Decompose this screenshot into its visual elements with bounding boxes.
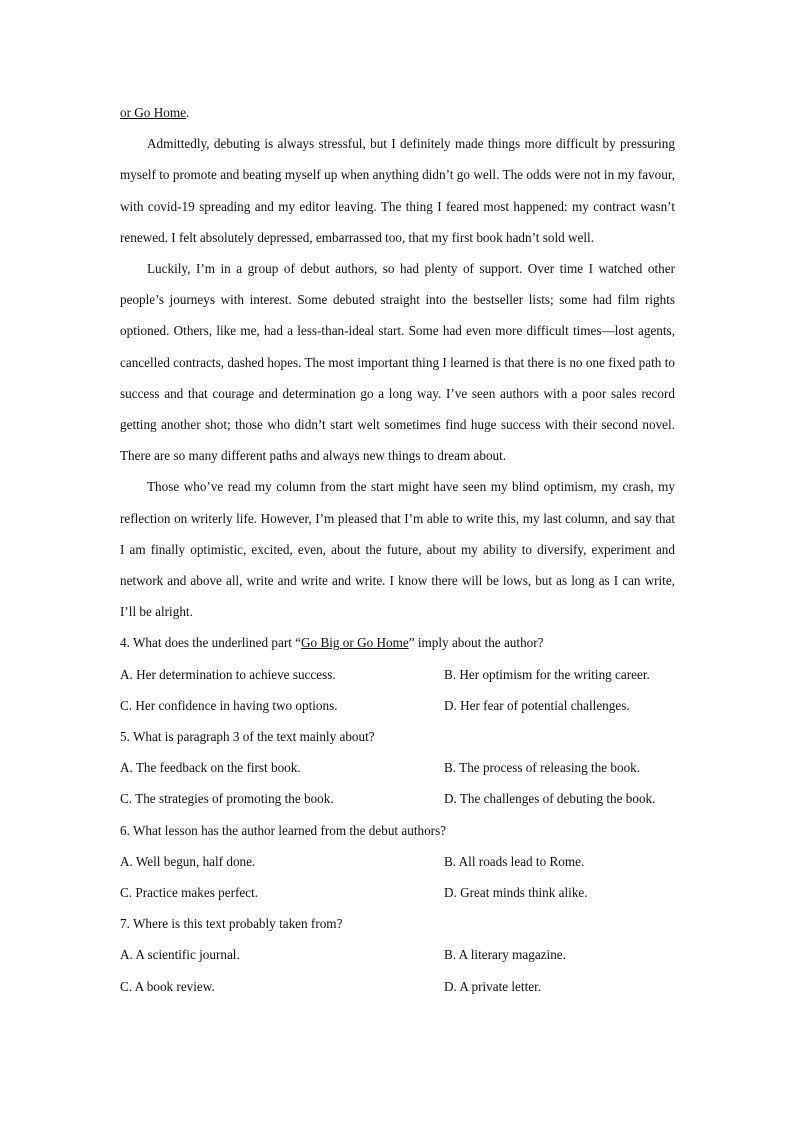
question-stem-prefix: 4. What does the underlined part “ <box>120 635 302 651</box>
option-c[interactable]: C. Practice makes perfect. <box>120 884 259 900</box>
option-a[interactable]: A. A scientific journal. <box>120 947 240 963</box>
option-d[interactable]: D. Her fear of potential challenges. <box>444 697 630 713</box>
option-a[interactable]: A. Her determination to achieve success. <box>120 666 336 682</box>
question-stem: 5. What is paragraph 3 of the text mainly about? <box>120 729 375 745</box>
paragraph-admittedly: Admittedly, debuting is always stressful, but I definitely made things more difficult by pressuring myself to promote and beating myself up when anything didn’t go well. The odds were not in my favour, with covid-19 spreading and my editor leaving. The thing I feared most happened: my contract wasn’t renewed. I felt absolutely depressed, embarrassed too, that my first book hadn’t sold well. <box>120 136 675 245</box>
question-7 <box>120 908 675 1002</box>
answer-options <box>120 659 675 721</box>
option-b[interactable]: B. Her optimism for the writing career. <box>444 666 650 682</box>
underlined-phrase-continued: or Go Home <box>120 105 186 120</box>
question-stem-suffix: ” imply about the author? <box>408 635 544 651</box>
option-a[interactable]: A. Well begun, half done. <box>120 853 256 869</box>
question-5 <box>120 721 675 815</box>
document-page <box>120 97 675 1002</box>
answer-options <box>120 939 675 1001</box>
question-stem: 6. What lesson has the author learned from the debut authors? <box>120 822 447 838</box>
continued-line-suffix: . <box>185 105 190 120</box>
paragraph-column: Those who’ve read my column from the start might have seen my blind optimism, my crash, my reflection on writerly life. However, I’m pleased that I’m able to write this, my last column, and say that I am finally optimistic, excited, even, about the future, about my ability to diversify, experiment and network and above all, write and write and write. I know there will be lows, but as long as I can write, I’ll be alright. <box>120 479 675 620</box>
option-b[interactable]: B. The process of releasing the book. <box>444 760 641 776</box>
answer-options <box>120 846 675 908</box>
option-d[interactable]: D. A private letter. <box>444 978 542 994</box>
question-6 <box>120 815 675 909</box>
option-d[interactable]: D. The challenges of debuting the book. <box>444 791 656 807</box>
question-underlined-phrase: Go Big or Go Home <box>301 635 409 651</box>
option-a[interactable]: A. The feedback on the first book. <box>120 760 301 776</box>
option-c[interactable]: C. The strategies of promoting the book. <box>120 791 334 807</box>
option-c[interactable]: C. Her confidence in having two options. <box>120 697 338 713</box>
question-4 <box>120 627 675 721</box>
option-d[interactable]: D. Great minds think alike. <box>444 884 588 900</box>
question-stem <box>120 627 675 658</box>
question-stem: 7. Where is this text probably taken from? <box>120 916 343 932</box>
option-b[interactable]: B. All roads lead to Rome. <box>444 853 585 869</box>
continued-line <box>120 97 675 128</box>
answer-options <box>120 752 675 814</box>
option-c[interactable]: C. A book review. <box>120 978 215 994</box>
paragraph-luckily: Luckily, I’m in a group of debut authors, so had plenty of support. Over time I watched other people’s journeys with interest. Some debuted straight into the bestseller lists; some had film rights optioned. Others, like me, had a less-than-ideal start. Some had even more difficult times—lost agents, cancelled contracts, dashed hopes. The most important thing I learned is that there is no one fixed path to success and that courage and determination go a long way. I’ve seen authors with a poor sales record getting another shot; those who didn’t start welt sometimes find huge success with their second novel. There are so many different paths and always new things to dream about. <box>120 261 675 464</box>
option-b[interactable]: B. A literary magazine. <box>444 947 566 963</box>
